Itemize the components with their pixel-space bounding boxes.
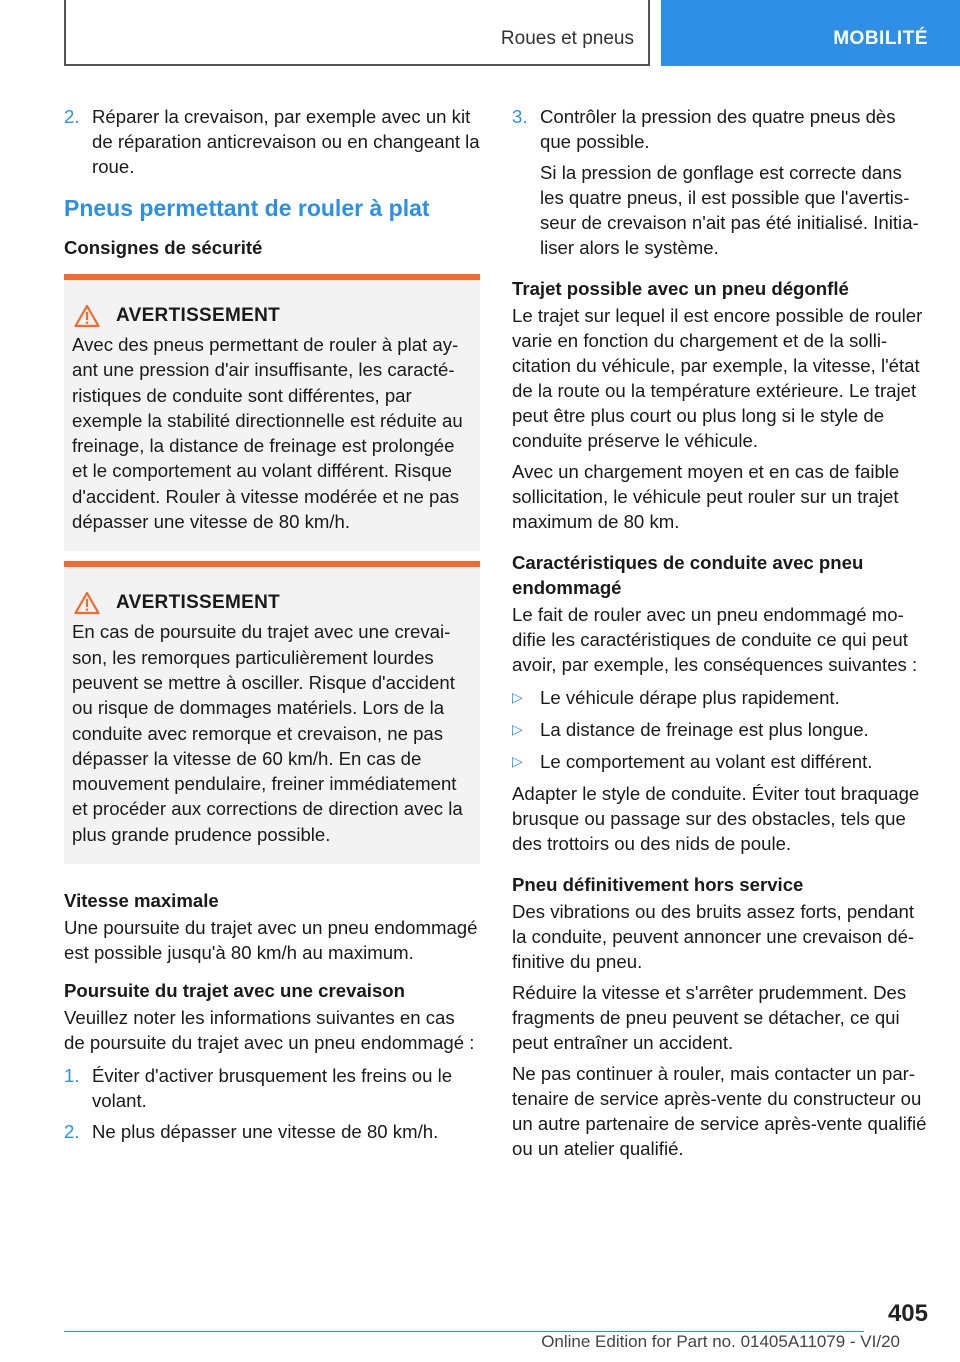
warning-header — [72, 304, 472, 328]
paragraph: Veuillez noter les informations suivantes en cas de poursuite du trajet avec un pneu endommagé : — [64, 1007, 475, 1054]
step-text: Contrôler la pression des quatre pneus dès que possible. — [540, 106, 896, 152]
step-list-top — [512, 104, 928, 154]
list-item — [512, 749, 928, 774]
step-text: Ne plus dépasser une vitesse de 80 km/h. — [92, 1121, 439, 1143]
paragraph: Adapter le style de conduite. Éviter tout braquage brusque ou passage sur des obstacles, tels que des trottoirs ou des nids de poule. — [512, 783, 920, 854]
header-section-tab — [64, 0, 650, 66]
paragraph: Ne pas continuer à rouler, mais contacter un partenaire de service après-vente du constructeur ou un autre partenaire de service après-vente qualifié ou un atelier qualifié. — [512, 1063, 927, 1159]
list-item — [64, 1063, 480, 1113]
warning-text: Avec des pneus permettant de rouler à plat ayant une pression d'air insuffisante, les caractéristiques de conduite sont différentes, par exemple la stabilité directionnelle est réduite au freinage, la distance de freinage est prolongée et le comportement au volant différent. Risque d'accident. Rouler à vitesse modérée et ne pas dépasser une vitesse de 80 km/h. — [72, 334, 463, 533]
header-section-title: Roues et pneus — [500, 28, 634, 49]
warning-header — [72, 591, 472, 615]
section-heading: Pneus permettant de rouler à plat — [64, 195, 430, 221]
step-number: 3. — [512, 106, 528, 127]
page-number: 405 — [887, 1300, 928, 1327]
step-list-top — [64, 104, 480, 179]
bullet-text: La distance de freinage est plus longue. — [540, 719, 869, 740]
subsection-heading: Vitesse maximale — [64, 890, 219, 912]
left-column — [64, 104, 480, 1150]
subsection-heading: Trajet possible avec un pneu dégonflé — [512, 278, 849, 299]
step-list — [64, 1063, 480, 1144]
step-number: 2. — [64, 106, 80, 127]
list-item — [64, 104, 480, 179]
warning-title: AVERTISSEMENT — [116, 592, 281, 614]
list-item — [512, 717, 928, 742]
right-column — [512, 104, 928, 1167]
header-chapter-title: MOBILITÉ — [833, 28, 928, 49]
triangle-right-icon: ▷ — [512, 753, 523, 769]
bullet-text: Le comportement au volant est différent. — [540, 751, 873, 772]
paragraph: Des vibrations ou des bruits assez forts, pendant la conduite, peuvent annoncer une crevaison définitive du pneu. — [512, 901, 915, 972]
subsection-heading: Pneu définitivement hors service — [512, 874, 804, 895]
paragraph: Une poursuite du trajet avec un pneu endommagé est possible jusqu'à 80 km/h au maximum. — [64, 917, 478, 964]
list-item — [64, 1119, 480, 1144]
paragraph: Le fait de rouler avec un pneu endommagé modifie les caractéristiques de conduite ce qui peut avoir, par exemple, les conséquences suivantes : — [512, 604, 918, 675]
header-chapter-tab — [661, 0, 960, 66]
subsection-heading: Poursuite du trajet avec une crevaison — [64, 980, 406, 1002]
warning-triangle-icon — [74, 591, 100, 615]
step-number: 1. — [64, 1065, 80, 1087]
triangle-right-icon: ▷ — [512, 721, 523, 737]
list-item — [512, 685, 928, 710]
list-item — [512, 104, 928, 154]
step-text: Réparer la crevaison, par exemple avec un kit de réparation anticrevaison ou en changeant la roue. — [92, 106, 480, 177]
subsection-heading: Consignes de sécurité — [64, 237, 263, 258]
step-number: 2. — [64, 1121, 80, 1143]
warning-title: AVERTISSEMENT — [116, 305, 281, 326]
warning-text: En cas de poursuite du trajet avec une crevaison, les remorques particulièrement lourdes peuvent se mettre à osciller. Risque d'accident ou risque de dommages matériels. Lors de la conduite avec remorque et crevaison, ne pas dépasser la vitesse de 60 km/h. En cas de mouvement pendulaire, freiner immédiatement et procéder aux corrections de direction avec la plus grande prudence possible. — [72, 621, 463, 845]
paragraph: Le trajet sur lequel il est encore possible de rouler varie en fonction du chargement et de la sollicitation du véhicule, par exemple, la vitesse, l'état de la route ou la température extérieure. Le trajet peut être plus court ou plus long si le style de conduite préserve le véhicule. — [512, 305, 923, 451]
bullet-text: Le véhicule dérape plus rapidement. — [540, 687, 840, 708]
warning-box — [64, 561, 480, 864]
triangle-right-icon: ▷ — [512, 689, 523, 705]
step-text: Éviter d'activer brusquement les freins ou le volant. — [92, 1065, 453, 1112]
step-subparagraph: Si la pression de gonflage est correcte dans les quatre pneus, il est possible que l'avertisseur de crevaison n'ait pas été initialisé. Initialiser alors le système. — [540, 162, 919, 258]
footer-edition: Online Edition for Part no. 01405A11079 - VI/20 — [541, 1332, 900, 1351]
subsection-heading: Caractéristiques de conduite avec pneu endommagé — [512, 552, 864, 598]
paragraph: Réduire la vitesse et s'arrêter prudemment. Des fragments de pneu peuvent se détacher, ce qui peut entraîner un accident. — [512, 982, 907, 1053]
warning-triangle-icon — [74, 304, 100, 328]
warning-box — [64, 274, 480, 551]
paragraph: Avec un chargement moyen et en cas de faible sollicitation, le véhicule peut rouler sur un trajet maximum de 80 km. — [512, 461, 900, 532]
bullet-list — [512, 685, 928, 774]
